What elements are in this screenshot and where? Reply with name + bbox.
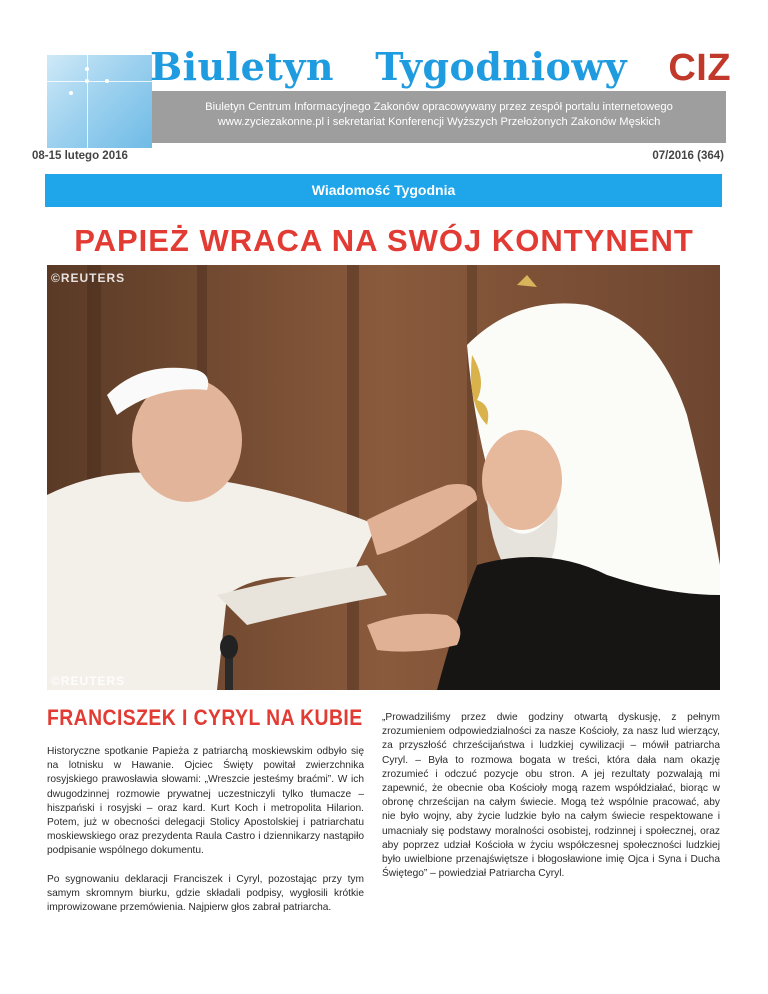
watermark-bottom: ©REUTERS bbox=[51, 674, 126, 688]
section-label: Wiadomość Tygodnia bbox=[45, 174, 722, 207]
title-word-1: Biuletyn bbox=[150, 44, 335, 89]
issue-date: 08-15 lutego 2016 bbox=[32, 150, 128, 162]
photo-illustration bbox=[47, 265, 720, 690]
article-paragraph: Po sygnowaniu deklaracji Franciszek i Cyryl, pozostając przy tym samym skromnym biurku, gdzie składali podpisy, wygłosili krótkie improwizowane przemówienia. Najpierw głos zabrał patriarcha. bbox=[47, 873, 364, 914]
website-link[interactable]: www.zyciezakonne.pl bbox=[217, 116, 325, 128]
masthead-title bbox=[150, 44, 730, 94]
info-line-2 bbox=[152, 115, 726, 130]
title-word-2: Tygodniowy bbox=[375, 44, 628, 89]
watermark-top: ©REUTERS bbox=[51, 271, 126, 285]
logo-graphic bbox=[47, 55, 152, 148]
main-headline: PAPIEŻ WRACA NA SWÓJ KONTYNENT bbox=[74, 223, 694, 258]
article-quote-paragraph: „Prowadziliśmy przez dwie godziny otwartą dyskusję, z pełnym zrozumieniem odpowiedzialności za nasze Kościoły, za nasz lud wierzący, za przyszłość chrześcijaństwa i ludzkiej cywilizacji – mówił patriarcha Cyryl. – Była to rozmowa bogata w treści, która dała nam okazję zrozumieć i odczuć pozycje obu stron. A jej rezultaty pozwalają mi zapewnić, że obecnie oba Kościoły mogą razem współdziałać, biorąc w obronę chrześcijan na całym świecie. Mogą też wspólnie pracować, aby nie było wojny, aby życie ludzkie było na całym świecie respektowane i umacniały się podstawy moralności osobistej, rodzinnej i społecznej, oraz aby poprzez udział Kościoła w życiu współczesnej społeczności ludzkiej było uwielbione przenajświętsze i błogosławione imię Ojca i Syna i Ducha Świętego” – powiedział Patriarcha Cyryl. bbox=[382, 712, 720, 880]
article-left-column bbox=[47, 745, 364, 915]
masthead-info-bar bbox=[152, 91, 726, 143]
article-right-column bbox=[382, 711, 720, 881]
info-line-1: Biuletyn Centrum Informacyjnego Zakonów opracowywany przez zespół portalu internetowego bbox=[205, 101, 673, 113]
article-subheadline: FRANCISZEK I CYRYL NA KUBIE bbox=[47, 705, 363, 730]
title-word-3: CIZ bbox=[668, 47, 732, 89]
issue-number: 07/2016 (364) bbox=[652, 150, 724, 162]
article-photo bbox=[47, 265, 720, 690]
article-paragraph: Historyczne spotkanie Papieża z patriarchą moskiewskim odbyło się na lotnisku w Hawanie. Ojciec Święty powitał zwierzchnika rosyjskiego prawosławia słowami: „Wreszcie jesteśmy braćmi”. W ich dwugodzinnej rozmowie prywatnej uczestniczyli tylko tłumacze – hiszpański i rosyjski – oraz kard. Kurt Koch i metropolita Hilarion. Potem, już w obecności delegacji Stolicy Apostolskiej i patriarchatu moskiewskiego oraz prezydenta Raula Castro i dziennikarzy nastąpiło podpisanie wspólnego dokumentu. bbox=[47, 746, 364, 857]
info-line-2-text: i sekretariat Konferencji Wyższych Przełożonych Zakonów Męskich bbox=[327, 116, 661, 128]
